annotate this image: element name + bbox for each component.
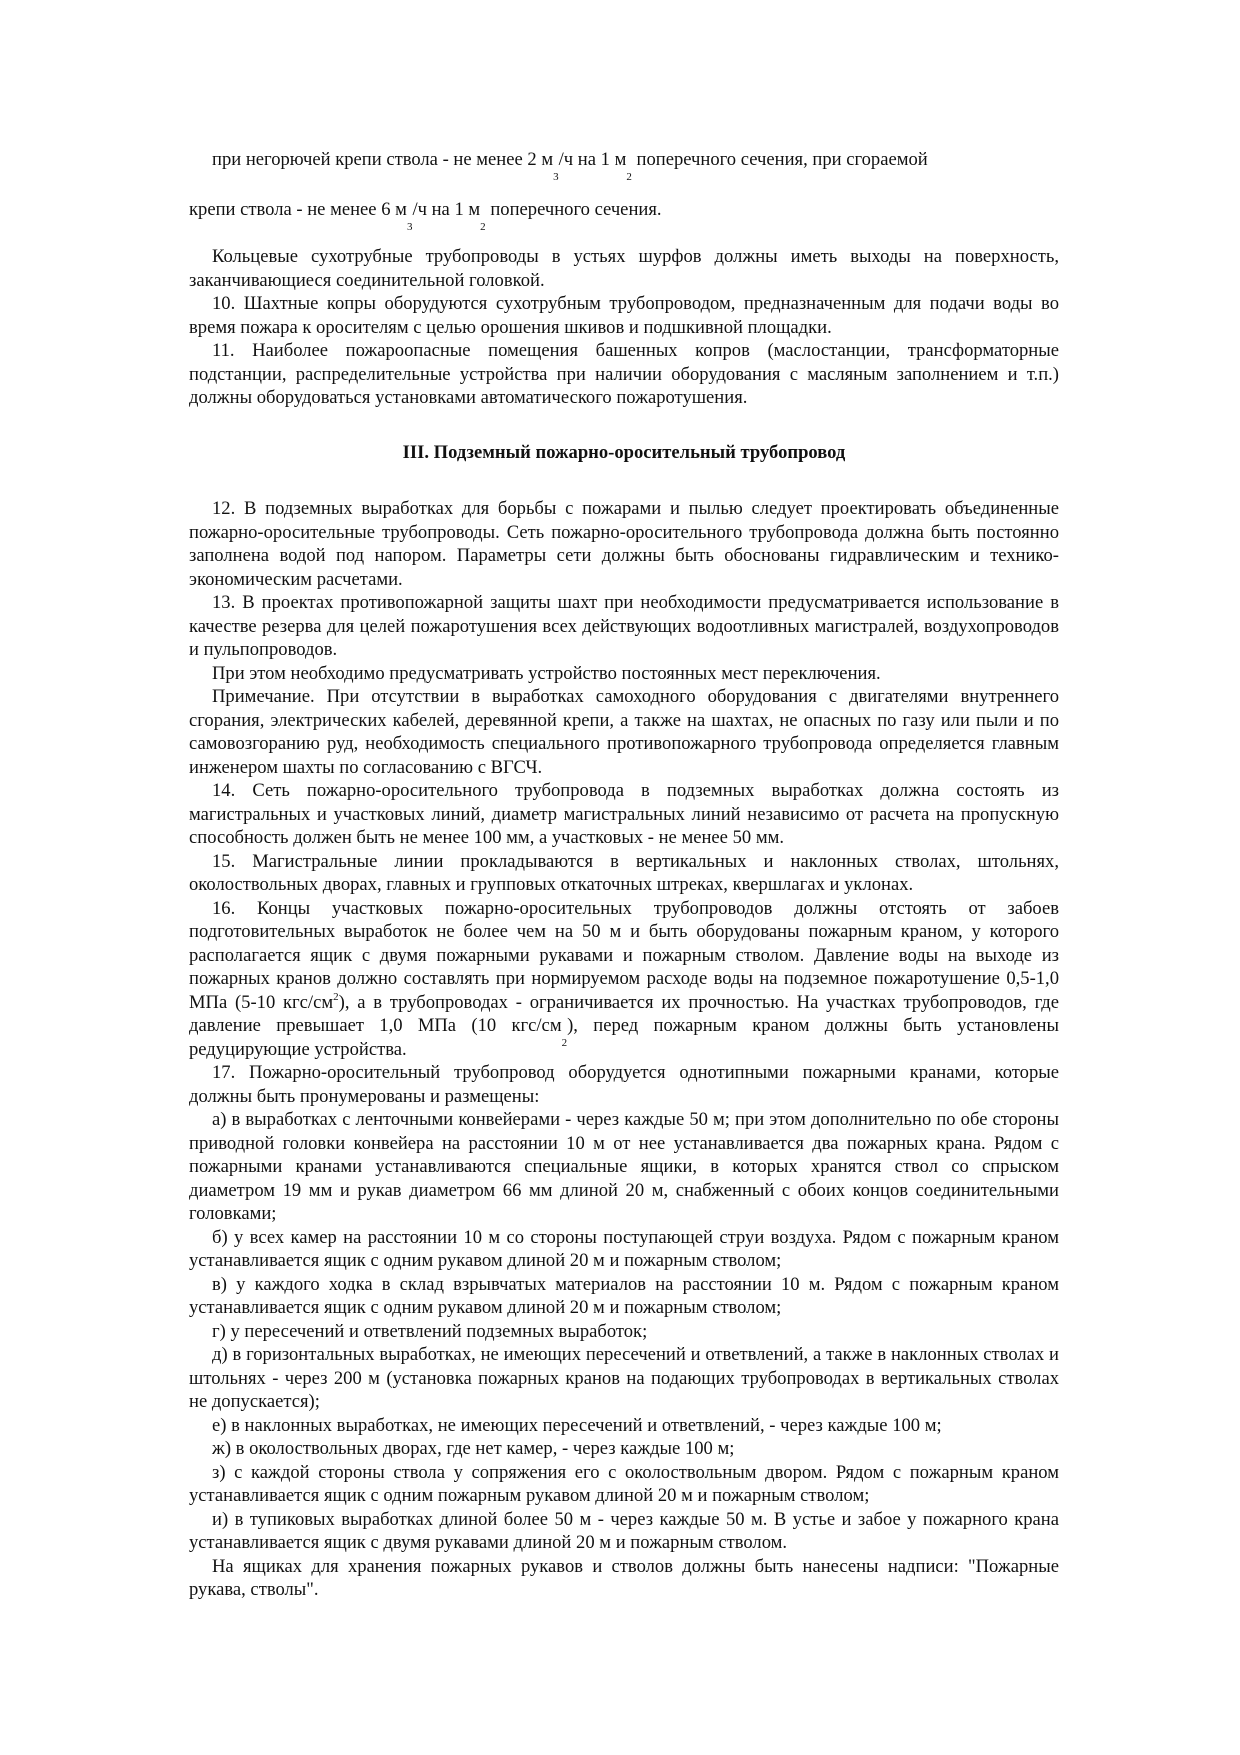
unit-exponent: 2 [626, 171, 632, 183]
text-fragment: ), перед пожарным краном должны быть установлены редуцирующие устройства. [189, 1015, 1059, 1060]
list-item-i: и) в тупиковых выработках длиной более 50 м - через каждые 50 м. В устье и забое у пожарного крана устанавливается ящик с двумя рукавами длиной 20 м и пожарным стволом. [189, 1508, 1059, 1553]
paragraph-water-rate-combustible [189, 198, 1059, 233]
text-fragment: при негорючей крепи ствола - не менее 2 м [212, 149, 554, 170]
paragraph-item-13: 13. В проектах противопожарной защиты шахт при необходимости предусматривается использование в качестве резерва для целей пожаротушения всех действующих водоотливных магистралей, воздухопроводов и пульпопроводов. [189, 592, 1059, 660]
unit-exponent: 2 [561, 1037, 568, 1049]
list-item-zh: ж) в околоствольных дворах, где нет камер, - через каждые 100 м; [212, 1438, 735, 1459]
text-fragment: /ч на 1 м [558, 149, 627, 170]
paragraph-water-rate-noncombustible [189, 148, 1059, 183]
list-item-v: в) у каждого ходка в склад взрывчатых материалов на расстоянии 10 м. Рядом с пожарным краном устанавливается ящик с одним рукавом длиной 20 м и пожарным стволом; [189, 1273, 1059, 1318]
document-page [189, 148, 1059, 1602]
section-heading: III. Подземный пожарно-оросительный трубопровод [402, 441, 846, 463]
paragraph-item-14: 14. Сеть пожарно-оросительного трубопровода в подземных выработках должна состоять из магистральных и участковых линий, диаметр магистральных линий независимо от расчета на пропускную способность должен быть не менее 100 мм, а участковых - не менее 50 мм. [189, 780, 1059, 848]
list-item-d: д) в горизонтальных выработках, не имеющих пересечений и ответвлений, а также в наклонных стволах и штольнях - через 200 м (установка пожарных кранов на подающих трубопроводах в вертикальных стволах не допускается); [189, 1344, 1059, 1412]
unit-exponent: 3 [406, 220, 413, 233]
unit-exponent: 3 [553, 171, 559, 183]
list-item-b: б) у всех камер на расстоянии 10 м со стороны поступающей струи воздуха. Рядом с пожарным краном устанавливается ящик с одним рукавом длиной 20 м и пожарным стволом; [189, 1226, 1059, 1271]
text-fragment: /ч на 1 м [412, 198, 481, 220]
text-fragment: ), а в трубопроводах - ограничивается их прочностью. На участках трубопроводов, где давление превышает 1,0 МПа (10 кгс/см [189, 991, 1059, 1036]
text-fragment: поперечного сечения. [485, 198, 662, 220]
unit-exponent: 2 [333, 990, 339, 1003]
paragraph-item-15: 15. Магистральные линии прокладываются в вертикальных и наклонных стволах, штольнях, околоствольных дворах, главных и групповых откаточных штреках, квершлагах и уклонах. [189, 850, 1059, 895]
text-fragment: крепи ствола - не менее 6 м [189, 198, 407, 220]
unit-exponent: 2 [480, 220, 486, 233]
paragraph-note: Примечание. При отсутствии в выработках самоходного оборудования с двигателями внутреннего сгорания, электрических кабелей, деревянной крепи, а также на шахтах, не опасных по газу или пыли и по самовозгоранию руд, необходимость специального противопожарного трубопровода определяется главным инженером шахты по согласованию с ВГСЧ. [189, 686, 1059, 778]
paragraph-item-12: 12. В подземных выработках для борьбы с пожарами и пылью следует проектировать объединенные пожарно-оросительные трубопроводы. Сеть пожарно-оросительного трубопровода должна быть постоянно заполнена водой под напором. Параметры сети должны быть обоснованы гидравлическим и технико-экономическим расчетами. [189, 498, 1059, 590]
paragraph-ring-pipelines: Кольцевые сухотрубные трубопроводы в устьях шурфов должны иметь выходы на поверхность, заканчивающиеся соединительной головкой. [189, 246, 1059, 291]
text-fragment: 16. Концы участковых пожарно-оросительных трубопроводов должны отстоять от забоев подготовительных выработок не более чем на 50 м и быть оборудованы пожарным краном, у которого располагается ящик с двумя пожарными рукавами и пожарным стволом. Давление воды на выходе из пожарных кранов должно составлять при нормируемом расходе воды на подземное пожаротушение 0,5-1,0 МПа (5-10 кгс/см [189, 897, 1059, 1013]
paragraph-item-10: 10. Шахтные копры оборудуются сухотрубным трубопроводом, предназначенным для подачи воды во время пожара к оросителям с целью орошения шкивов и подшкивной площадки. [189, 293, 1059, 338]
list-item-a: а) в выработках с ленточными конвейерами - через каждые 50 м; при этом дополнительно по обе стороны приводной головки конвейера на расстоянии 10 м от нее устанавливается два пожарных крана. Рядом с пожарными кранами устанавливаются специальные ящики, в которых хранятся ствол со спрыском диаметром 19 мм и рукав диаметром 66 мм длиной 20 м, снабженный с обоих концов соединительными головками; [189, 1109, 1059, 1224]
paragraph-item-11: 11. Наиболее пожароопасные помещения башенных копров (маслостанции, трансформаторные подстанции, распределительные устройства при наличии оборудования с масляным заполнением и т.п.) должны оборудоваться установками автоматического пожаротушения. [189, 340, 1059, 408]
text-fragment: поперечного сечения, при сгораемой [631, 149, 928, 170]
paragraph-item-17: 17. Пожарно-оросительный трубопровод оборудуется однотипными пожарными кранами, которые должны быть пронумерованы и размещены: [189, 1062, 1059, 1107]
paragraph-switching: При этом необходимо предусматривать устройство постоянных мест переключения. [212, 662, 881, 684]
list-item-z: з) с каждой стороны ствола у сопряжения его с околоствольным двором. Рядом с пожарным краном устанавливается ящик с одним пожарным рукавом длиной 20 м и пожарным стволом; [189, 1461, 1059, 1506]
paragraph-item-16 [189, 897, 1059, 1062]
list-item-g: г) у пересечений и ответвлений подземных выработок; [212, 1320, 648, 1342]
paragraph-box-labels: На ящиках для хранения пожарных рукавов и стволов должны быть нанесены надписи: "Пожарные рукава, стволы". [189, 1555, 1059, 1600]
list-item-e: е) в наклонных выработках, не имеющих пересечений и ответвлений, - через каждые 100 м; [212, 1414, 942, 1436]
